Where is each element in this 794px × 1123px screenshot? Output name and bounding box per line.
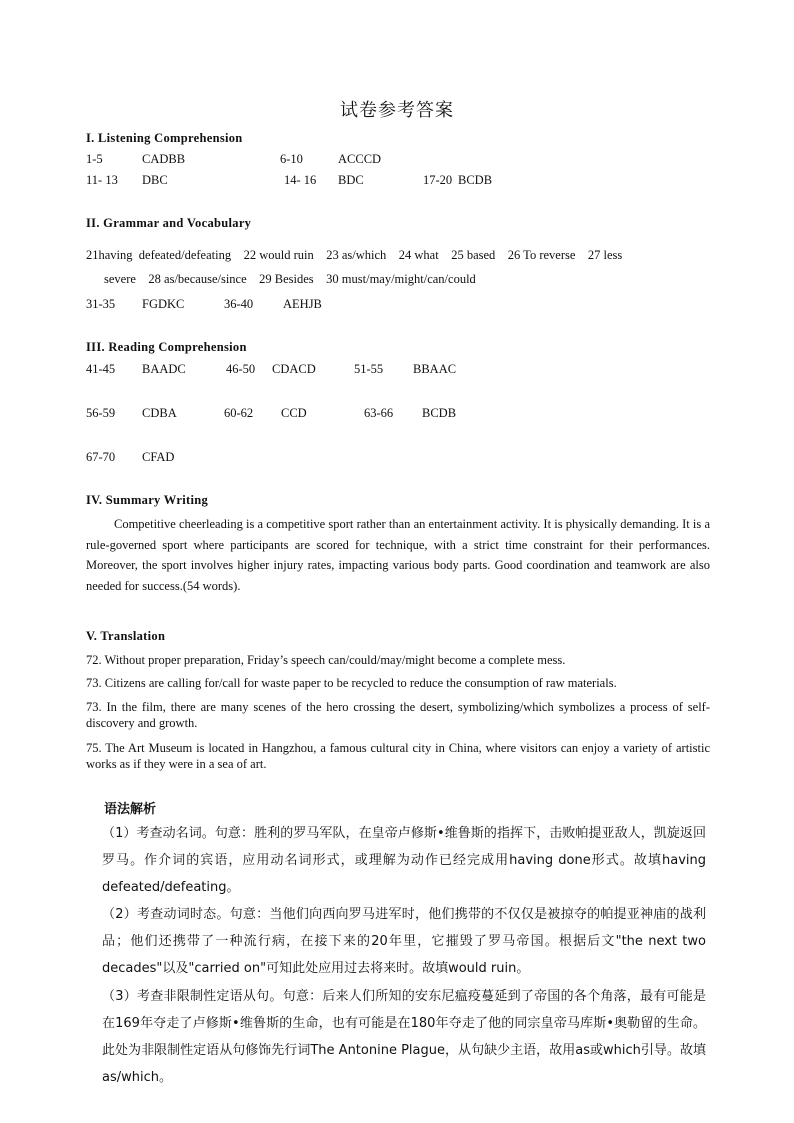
section-heading-listening: I. Listening Comprehension: [86, 131, 243, 145]
translation-item: 73. Citizens are calling for/call for waste paper to be recycled to reduce the consumption of raw materials.: [86, 676, 617, 690]
section-heading-translation: V. Translation: [86, 629, 166, 643]
analysis-paragraph: （3）考查非限制性定语从句。句意：后来人们所知的安东尼瘟疫蔓延到了帝国的各个角落，最有可能是在169年夺走了卢修斯•维鲁斯的生命，也有可能是在180年夺走了他的同宗皇帝马库斯•奥勒留的生命。此处为非限制性定语从句修饰先行词The Antonine Plague，从句缺少主语，故用as或which引导。故填as/which。: [102, 989, 706, 1085]
answer-key: CCD: [281, 406, 307, 420]
answer-range: 60-62: [224, 406, 254, 420]
answer-range: 67-70: [86, 450, 116, 464]
translation-item: 72. Without proper preparation, Friday’s speech can/could/may/might become a complete mess.: [86, 653, 566, 667]
analysis-paragraph: （1）考查动名词。句意：胜利的罗马军队，在皇帝卢修斯•维鲁斯的指挥下，击败帕提亚敌人，凯旋返回罗马。作介词的宾语，应用动名词形式，或理解为动作已经完成用having done形式。故填having defeated/defeating。: [102, 826, 706, 895]
answer-key: BCDB: [458, 173, 493, 187]
answer-range: 51-55: [354, 362, 384, 376]
answer-key: BDC: [338, 173, 364, 187]
answer-key: FGDKC: [142, 297, 185, 311]
answer-range: 63-66: [364, 406, 394, 420]
answer-key: CADBB: [142, 152, 186, 166]
answer-range: 14- 16: [284, 173, 317, 187]
translation-item: 73. In the film, there are many scenes of the hero crossing the desert, symbolizing/which symbolizes a process of self-discovery and growth.: [86, 700, 710, 730]
answer-range: 46-50: [226, 362, 256, 376]
answer-range: 17-20: [423, 173, 453, 187]
answer-range: 1-5: [86, 152, 103, 166]
grammar-answers-line-1: 21having defeated/defeating 22 would ruin 23 as/which 24 what 25 based 26 To reverse 27 less: [86, 248, 623, 262]
answer-key: AEHJB: [283, 297, 322, 311]
answer-key: DBC: [142, 173, 168, 187]
answer-range: 41-45: [86, 362, 116, 376]
answer-range: 11- 13: [86, 173, 118, 187]
answer-range: 6-10: [280, 152, 303, 166]
answer-key: BCDB: [422, 406, 457, 420]
answer-key: CFAD: [142, 450, 175, 464]
section-heading-grammar: II. Grammar and Vocabulary: [86, 216, 252, 230]
answer-range: 56-59: [86, 406, 116, 420]
answer-key: ACCCD: [338, 152, 382, 166]
answer-key: CDBA: [142, 406, 177, 420]
answer-range: 31-35: [86, 297, 116, 311]
answer-key: BAADC: [142, 362, 186, 376]
translation-item: 75. The Art Museum is located in Hangzhou, a famous cultural city in China, where visitors can enjoy a variety of artistic works as if they were in a sea of art.: [86, 741, 710, 771]
answer-key: CDACD: [272, 362, 316, 376]
analysis-heading: 语法解析: [104, 802, 157, 817]
section-heading-reading: III. Reading Comprehension: [86, 340, 247, 354]
summary-paragraph: Competitive cheerleading is a competitive sport rather than an entertainment activity. It is physically demanding. It is a rule-governed sport where participants are scored for technique, with a strict time constraint for their performances. Moreover, the sport involves higher injury rates, impacting various body parts. Good coordination and teamwork are also needed for success.(54 words).: [86, 517, 710, 593]
page-title: 试卷参考答案: [340, 100, 454, 121]
answer-key: BBAAC: [413, 362, 457, 376]
section-heading-summary: IV. Summary Writing: [86, 493, 209, 507]
grammar-answers-line-2: severe 28 as/because/since 29 Besides 30 must/may/might/can/could: [104, 272, 476, 286]
analysis-paragraph: （2）考查动词时态。句意：当他们向西向罗马进军时，他们携带的不仅仅是被掠夺的帕提亚神庙的战利品；他们还携带了一种流行病，在接下来的20年里，它摧毁了罗马帝国。根据后文"the next two decades"以及"carried on"可知此处应用过去将来时。故填would ruin。: [102, 907, 706, 976]
answer-range: 36-40: [224, 297, 254, 311]
